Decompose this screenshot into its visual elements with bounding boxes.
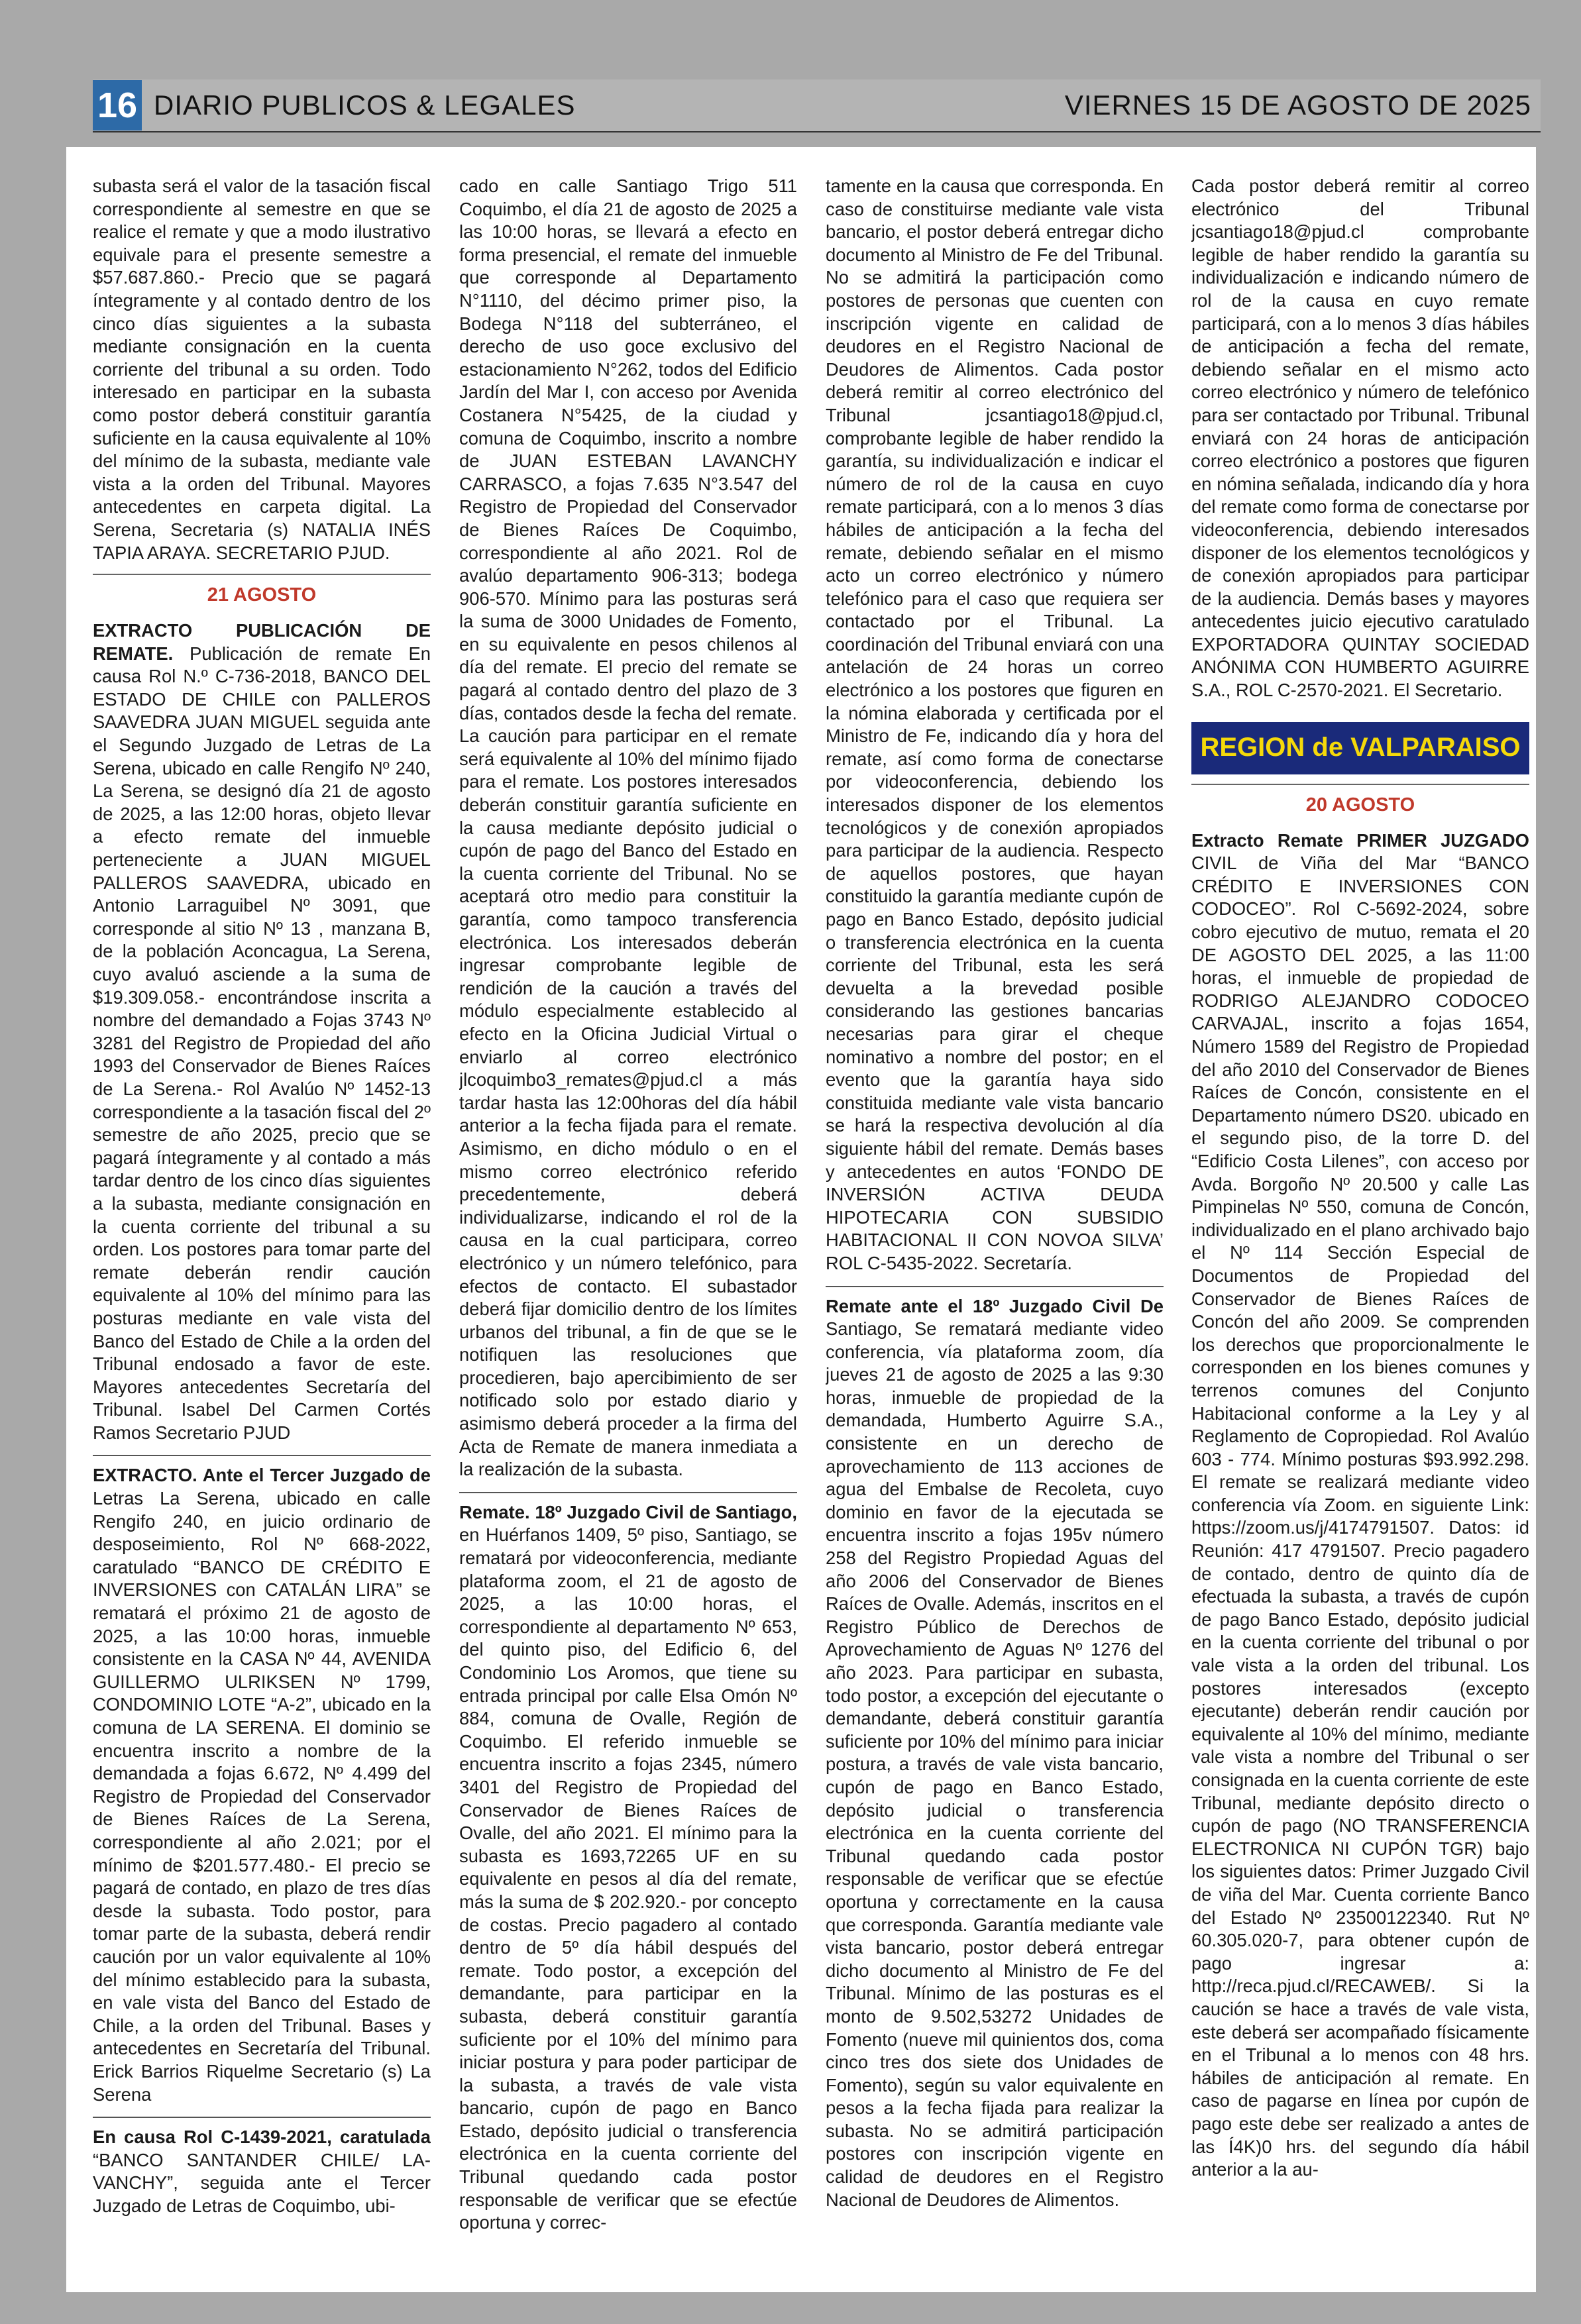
column-4 <box>1191 175 1529 2282</box>
notice-continuation: Cada postor deberá remitir al correo electrónico del Tribunal jcsantiago18@pjud.cl comprobante legible de haber rendido la garantía su individualización e indicando número de rol de la causa en cuyo remate participará, con a lo menos 3 días hábiles de anticipación a fecha del remate, debiendo señalar en el mismo acto correo electrónico y número de telefónico para ser contactado por Tribunal. Tribunal enviará con 24 horas de anticipación correo electrónico a postores que figuren en nómina señalada, indicando día y hora del remate como forma de conectarse por videoconferencia, debiendo interesados disponer de los elementos tecnológicos y de conexión apropiados para participar de la audiencia. Demás bases y mayores antecedentes juicio ejecutivo caratulado EXPORTADORA QUINTAY SOCIEDAD ANÓNIMA CON HUMBERTO AGUIRRE S.A., ROL C-2570-2021. El Secretario. <box>1191 176 1529 701</box>
column-1 <box>93 175 431 2282</box>
notice <box>93 2126 431 2217</box>
notice <box>1191 829 1529 2182</box>
date-heading: 21 AGOSTO <box>93 574 431 606</box>
date-heading: 20 AGOSTO <box>1191 784 1529 816</box>
notice-continuation: subasta será el valor de la tasación fiscal correspondiente al semestre en que se realice el remate y que a modo ilustrativo equivale para el presente semestre a $57.687.860.- Precio que se pagará íntegramente y al contado dentro de los cinco días siguientes a la subasta mediante consignación en la cuenta corriente del tribunal a su orden. Todo interesado en participar en la subasta como postor deberá constituir garantía suficiente en la causa equivalente al 10% del mínimo de la subasta, mediante vale vista a la orden del Tribunal. Mayores antecedentes en carpeta digital. La Serena, Secretaria (s) NATALIA INÉS TAPIA ARAYA. SECRETARIO PJUD. <box>93 176 431 563</box>
divider <box>93 2117 431 2118</box>
publication-name: DIARIO PUBLICOS & LEGALES <box>154 89 576 121</box>
notice-heading: EXTRACTO. Ante el Tercer Juzgado de <box>93 1465 431 1486</box>
publication-date: VIERNES 15 DE AGOSTO DE 2025 <box>1064 89 1531 121</box>
divider <box>93 1455 431 1456</box>
page-header <box>93 79 1541 132</box>
notice <box>459 1501 797 2235</box>
notice-body: Santiago, Se rematará mediante video conferencia, vía plataforma zoom, día jueves 21 de agosto de 2025 a las 9:30 horas, inmueble de propiedad de la demandada, Humberto Aguirre S.A., consistente en un derecho de aprovechamiento de 113 acciones de agua del Embalse de Recoleta, cuyo dominio en favor de la ejecutada se encuentra inscrito a fojas 195v número 258 del Registro Propiedad Aguas del año 2006 del Conservador de Bienes Raíces de Ovalle. Además, inscritos en el Registro Público de Derechos de Aprovechamiento de Aguas Nº 1276 del año 2023. Para participar en subasta, todo postor, a excepción del ejecutante o demandante, deberá constituir garantía suficiente por 10% del mínimo para iniciar postura, a través de vale vista bancario, cupón de pago en Banco Estado, depósito judicial o transferencia electrónica en la cuenta corriente del Tribunal quedando cada postor responsable de verificar que se efectúe oportuna y correctamente en la causa que corresponda. Garantía mediante vale vista bancario, postor deberá entregar dicho documento al Ministro de Fe del Tribunal. Mínimo de las posturas es el monto de 9.502,53272 Unidades de Fomento (nueve mil quinientos dos, coma cinco tres dos siete dos Unidades de Fomento), según su valor equivalente en pesos a la fecha fijada para realizar la subasta. No se admitirá participación postores con inscripción vigente en calidad de deudores en el Registro Nacional de Deudores de Alimentos. <box>826 1318 1164 2210</box>
notice-body: Publicación de remate En causa Rol N.º C-736-2018, BANCO DEL ESTADO DE CHILE con PALLEROS SAAVEDRA JUAN MIGUEL seguida ante el Segundo Juzgado de Letras de La Serena, ubicado en calle Rengifo Nº 240, La Serena, se designó día 21 de agosto de 2025, a las 12:00 horas, objeto llevar a efecto remate del inmueble perteneciente a JUAN MIGUEL PALLEROS SAAVEDRA, ubicado en Antonio Larraguibel Nº 3091, que corresponde al sitio Nº 13 , manzana B, de la población Aconcagua, La Serena, cuyo avaluó asciende a la suma de $19.309.058.- encontrándose inscrita a nombre del demandado a Fojas 3743 Nº 3281 del Registro de Propiedad del año 1993 del Conservador de Bienes Raíces de La Serena.- Rol Avalúo Nº 1452-13 correspondiente a la tasación fiscal del 2º semestre de año 2025, precio que se pagará íntegramente y al contado a más tardar dentro de los cinco días siguientes a la subasta, mediante consignación en la cuenta corriente del tribunal a su orden. Los postores para tomar parte del remate deberán rendir caución equivalente al 10% del mínimo para las posturas mediante en vale vista del Banco del Estado de Chile a la orden del Tribunal endosado a favor de este. Mayores antecedentes Secretaría del Tribunal. Isabel Del Carmen Cortés Ramos Secretario PJUD <box>93 643 431 1443</box>
notice <box>826 1295 1164 2212</box>
columns <box>93 175 1529 2282</box>
region-banner: REGION de VALPARAISO <box>1191 722 1529 774</box>
notice-heading: Extracto Remate PRIMER JUZGADO <box>1191 829 1529 851</box>
page-number: 16 <box>93 80 142 131</box>
notice-heading: Remate ante el 18º Juzgado Civil De <box>826 1295 1164 1316</box>
column-3 <box>826 175 1164 2282</box>
notice-continuation: tamente en la causa que corresponda. En caso de constituirse mediante vale vista bancario, el postor deberá entregar dicho documento al Ministro de Fe del Tribunal. No se admitirá la participación como postores de personas que cuenten con inscripción vigente en calidad de deudores en el Registro Nacional de Deudores de Alimentos. Cada postor deberá remitir al correo electrónico del Tribunal jcsantiago18@pjud.cl, comprobante legible de haber rendido la garantía, su individualización e indicar el número de rol de la causa en cuyo remate participará, con a lo menos 3 días hábiles de anticipación a la fecha del remate, debiendo señalar en el mismo acto un correo electrónico y número telefónico para el caso que requiera ser contactado por el Tribunal. La coordinación del Tribunal enviará con una antelación de 24 horas un correo electrónico a los postores que figuren en la nómina elaborada y certificada por el Ministro de Fe, indicando día y hora del remate, así como forma de conectarse por videoconferencia, debiendo los interesados disponer de los elementos tecnológicos y de conexión apropiados para participar de la audiencia. Respecto de aquellos postores, que hayan constituido la garantía mediante cupón de pago en Banco Estado, depósito judicial o transferencia electrónica en la cuenta corriente del Tribunal, esta les será devuelta a la brevedad posible considerando las gestiones bancarias necesarias para girar el cheque nominativo a nombre del postor; en el evento que la garantía haya sido constituida mediante vale vista bancario se hará la respectiva devolución al día siguiente hábil del remate. Demás bases y antecedentes en autos ‘FONDO DE INVERSIÓN ACTIVA DEUDA HIPOTECARIA CON SUBSIDIO HABITACIONAL II CON NOVOA SILVA’ ROL C-5435-2022. Secretaría. <box>826 176 1164 1273</box>
notice-body: Letras La Serena, ubicado en calle Rengifo 240, en juicio ordinario de desposeimiento, Rol Nº 668-2022, caratulado “BANCO DE CRÉDITO E INVERSIONES con CATALÁN LIRA” se rematará el próximo 21 de agosto de 2025, a las 10:00 horas, inmueble consistente en la CASA Nº 44, AVENIDA GUILLERMO ULRIKSEN Nº 1799, CONDOMINIO LOTE “A-2”, ubicado en la comuna de LA SERENA. El dominio se encuentra inscrito a nombre de la demandada a fojas 6.672, Nº 4.499 del Registro de Propiedad del Conservador de Bienes Raíces de La Serena, correspondiente al año 2.021; por el mínimo de $201.577.480.- El precio se pagará de contado, en plazo de tres días desde la subasta. Todo postor, para tomar parte de la subasta, deberá rendir caución por un valor equivalente al 10% del mínimo establecido para la subasta, en vale vista del Banco del Estado de Chile, a la orden del Tribunal. Bases y antecedentes en Secretaría del Tribunal. Erick Barrios Riquelme Secretario (s) La Serena <box>93 1488 431 2105</box>
notice-body: CIVIL de Viña del Mar “BANCO CRÉDITO E INVERSIONES CON CODOCEO”. Rol C-5692-2024, sobre cobro ejecutivo de mutuo, remata el 20 DE AGOSTO DEL 2025, a las 11:00 horas, el inmueble de propiedad de RODRIGO ALEJANDRO CODOCEO CARVAJAL, inscrito a fojas 1654, Número 1589 del Registro de Propiedad del año 2010 del Conservador de Bienes Raíces de Concón, consistente en el Departamento número DS20. ubicado en el segundo piso, de la torre D. del “Edificio Costa Lilenes”, con acceso por Avda. Borgoño Nº 20.500 y calle Las Pimpinelas Nº 550, comuna de Concón, individualizado en el plano archivado bajo el Nº 114 Sección Especial de Documentos de Propiedad del Conservador de Bienes Raíces de Concón del año 2009. Se comprenden los derechos que proporcionalmente le corresponden en los bienes comunes y terrenos comunes del Conjunto Habitacional conforme a la Ley y al Reglamento de Copropiedad. Rol Avalúo 603 - 774. Mínimo posturas $93.992.298. El remate se realizará mediante video conferencia vía Zoom. en siguiente Link: https://zoom.us/j/4174791507. Datos: id Reunión: 417 4791507. Precio pagadero de contado, dentro de quinto día de efectuada la subasta, a través de cupón de pago Banco Estado, depósito judicial en la cuenta corriente del tribunal o por vale vista a la orden del tribunal. Los postores interesados (excepto ejecutante) deberán rendir caución por equivalente al 10% del mínimo, mediante vale vista a nombre del Tribunal o ser consignada en la cuenta corriente de este Tribunal, mediante depósito directo o cupón de pago (NO TRANSFERENCIA ELECTRONICA NI CUPÓN TGR) bajo los siguientes datos: Primer Juzgado Civil de viña del Mar. Cuenta corriente Banco del Estado Nº 23500122340. Rut Nº 60.305.020-7, para obtener cupón de pago ingresar a: http://reca.pjud.cl/RECAWEB/. Si la caución se hace a través de vale vista, este deberá ser acompañado físicamente en el Tribunal a lo menos con 48 hrs. hábiles de anticipación al remate. En caso de pagarse en línea por cupón de pago este debe ser realizado a antes de las Í4K)0 hrs. del segundo día hábil anterior a la au- <box>1191 853 1529 2180</box>
notice-body: en Huérfanos 1409, 5º piso, Santiago, se rematará por videoconferencia, mediante plataforma zoom, el 21 de agosto de 2025, a las 10:00 horas, el correspondiente al departamento Nº 653, del quinto piso, del Edificio 6, del Condominio Los Aromos, que tiene su entrada principal por calle Elsa Omón Nº 884, comuna de Ovalle, Región de Coquimbo. El referido inmueble se encuentra inscrito a fojas 2345, número 3401 del Registro de Propiedad del Conservador de Bienes Raíces de Ovalle, del año 2021. El mínimo para la subasta es 1693,72265 UF en su equivalente en pesos al día del remate, más la suma de $ 202.920.- por concepto de costas. Precio pagadero al contado dentro de 5º día hábil después del remate. Todo postor, a excepción del demandante, para participar en la subasta, deberá constituir garantía suficiente por el 10% del mínimo para iniciar postura y para poder participar de la subasta, a través de vale vista bancario, cupón de pago en Banco Estado, depósito judicial o transferencia electrónica en la cuenta corriente del Tribunal quedando cada postor responsable de verificar que se efectúe oportuna y correc- <box>459 1524 797 2233</box>
notice <box>93 619 431 1444</box>
newspaper-page <box>66 147 1536 2292</box>
notice <box>93 1464 431 2106</box>
notice-heading: EXTRACTO PUBLICACIÓN DE REMATE. <box>93 620 431 664</box>
notice-heading: Remate. 18º Juzgado Civil de Santiago, <box>459 1501 797 1522</box>
divider <box>459 1492 797 1493</box>
notice-heading: En causa Rol C-1439-2021, caratulada <box>93 2127 431 2148</box>
column-2 <box>459 175 797 2282</box>
notice-body: “BANCO SANTANDER CHILE/ LA-VANCHY”, seguida ante el Tercer Juzgado de Letras de Coquimbo, ubi- <box>93 2149 431 2216</box>
divider <box>826 1286 1164 1287</box>
notice-continuation: cado en calle Santiago Trigo 511 Coquimbo, el día 21 de agosto de 2025 a las 10:00 horas, se llevará a efecto en forma presencial, el remate del inmueble que corresponde al Departamento N°1110, del décimo primer piso, la Bodega N°118 del subterráneo, el derecho de uso goce exclusivo del estacionamiento N°262, todos del Edificio Jardín del Mar I, con acceso por Avenida Costanera N°5425, de la ciudad y comuna de Coquimbo, inscrito a nombre de JUAN ESTEBAN LAVANCHY CARRASCO, a fojas 7.635 N°3.547 del Registro de Propiedad del Conservador de Bienes Raíces De Coquimbo, correspondiente al año 2021. Rol de avalúo departamento 906-313; bodega 906-570. Mínimo para las posturas será la suma de 3000 Unidades de Fomento, en su equivalente en pesos chilenos al día del remate. El precio del remate se pagará al contado dentro del plazo de 3 días, contados desde la fecha del remate. La caución para participar en el remate será equivalente al 10% del mínimo fijado para el remate. Los postores interesados deberán constituir garantía suficiente en la causa mediante depósito judicial o cupón de pago del Banco del Estado en la cuenta corriente del Tribunal. No se aceptará otro medio para constituir la garantía, como tampoco transferencia electrónica. Los interesados deberán ingresar comprobante legible de rendición de la caución a través del módulo especialmente establecido al efecto en la Oficina Judicial Virtual o enviarlo al correo electrónico jlcoquimbo3_remates@pjud.cl a más tardar hasta las 12:00horas del día hábil anterior a la fecha fijada para el remate. Asimismo, en dicho módulo o en el mismo correo electrónico referido precedentemente, deberá individualizarse, indicando el rol de la causa en la cual participara, correo electrónico y un número telefónico, para efectos de contacto. El subastador deberá fijar domicilio dentro de los límites urbanos del tribunal, a fin de que se le notifiquen las resoluciones que procedieren, bajo apercibimiento de ser notificado solo por estado diario y asimismo deberá proceder a la firma del Acta de Remate de manera inmediata a la realización de la subasta. <box>459 176 797 1480</box>
